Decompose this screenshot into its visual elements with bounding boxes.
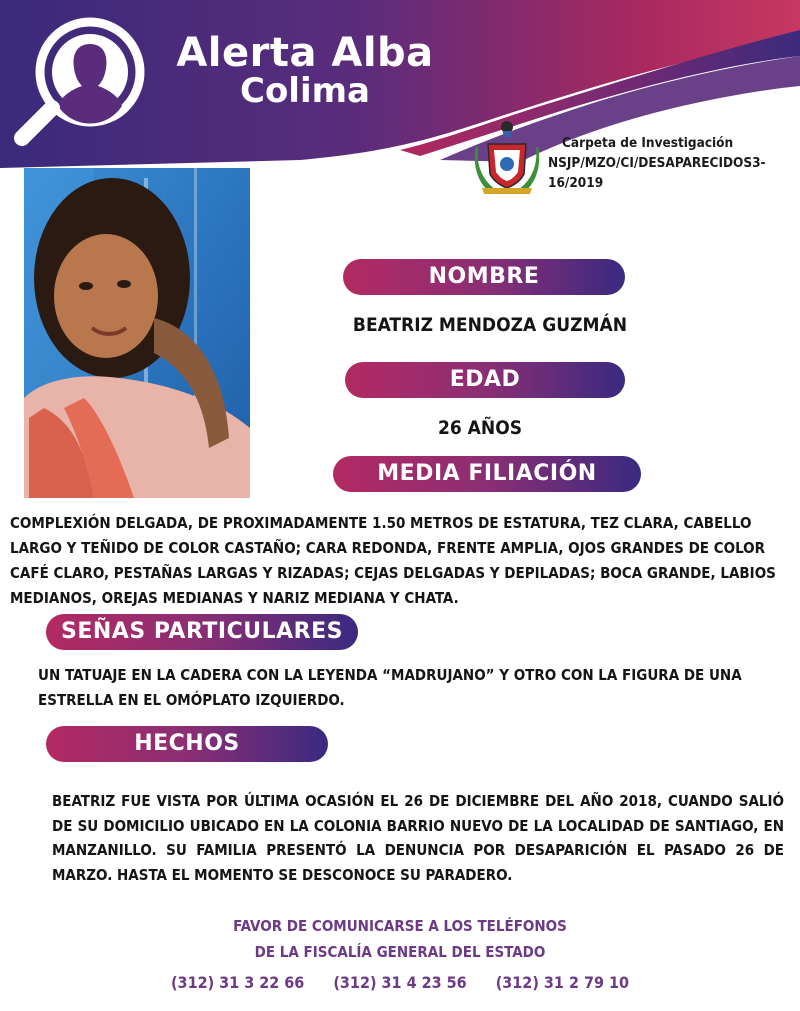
phone-list	[0, 973, 800, 992]
senas-label: SEÑAS PARTICULARES	[46, 614, 358, 650]
title-line-2: Colima	[240, 71, 370, 111]
hechos-label: HECHOS	[46, 726, 328, 762]
contact-line-2: DE LA FISCALÍA GENERAL DEL ESTADO	[254, 943, 546, 961]
senas-text: UN TATUAJE EN LA CADERA CON LA LEYENDA “MADRUJANO” Y OTRO CON LA FIGURA DE UNA ESTRELLA EN EL OMÓPLATO IZQUIERDO.	[38, 666, 742, 709]
nombre-label: NOMBRE	[343, 259, 625, 295]
case-file	[548, 133, 798, 193]
edad-value: 26 AÑOS	[437, 417, 523, 439]
contact-line-1: FAVOR DE COMUNICARSE A LOS TELÉFONOS	[233, 917, 567, 935]
phone-number[interactable]: (312) 31 3 22 66	[170, 973, 305, 992]
filiacion-label: MEDIA FILIACIÓN	[333, 456, 641, 492]
phone-number[interactable]: (312) 31 2 79 10	[495, 973, 630, 992]
case-label: Carpeta de Investigación	[562, 135, 734, 151]
filiacion-text: COMPLEXIÓN DELGADA, DE PROXIMADAMENTE 1.50 METROS DE ESTATURA, TEZ CLARA, CABELLO LARGO Y TEÑIDO DE COLOR CASTAÑO; CARA REDONDA, FRENTE AMPLIA, OJOS GRANDES DE COLOR CAFÉ CLARO, PESTAÑAS LARGAS Y RIZADAS; CEJAS DELGADAS Y DEPILADAS; BOCA GRANDE, LABIOS MEDIANOS, OREJAS MEDIANAS Y NARIZ MEDIANA Y CHATA.	[10, 514, 776, 607]
search-person-icon	[10, 14, 148, 152]
nombre-value: BEATRIZ MENDOZA GUZMÁN	[352, 314, 628, 336]
case-number: NSJP/MZO/CI/DESAPARECIDOS3-16/2019	[548, 155, 766, 191]
state-crest-icon	[474, 118, 540, 196]
header-title	[170, 32, 440, 110]
edad-label: EDAD	[345, 362, 625, 398]
hechos-text: BEATRIZ FUE VISTA POR ÚLTIMA OCASIÓN EL 26 DE DICIEMBRE DEL AÑO 2018, CUANDO SALIÓ DE SU DOMICILIO UBICADO EN LA COLONIA BARRIO NUEVO DE LA LOCALIDAD DE SANTIAGO, EN MANZANILLO. SU FAMILIA PRESENTÓ LA DENUNCIA POR DESAPARICIÓN EL PASADO 26 DE MARZO. HASTA EL MOMENTO SE DESCONOCE SU PARADERO.	[52, 792, 784, 884]
title-line-1: Alerta Alba	[176, 30, 434, 76]
missing-person-photo	[24, 168, 250, 498]
phone-number[interactable]: (312) 31 4 23 56	[333, 973, 467, 992]
